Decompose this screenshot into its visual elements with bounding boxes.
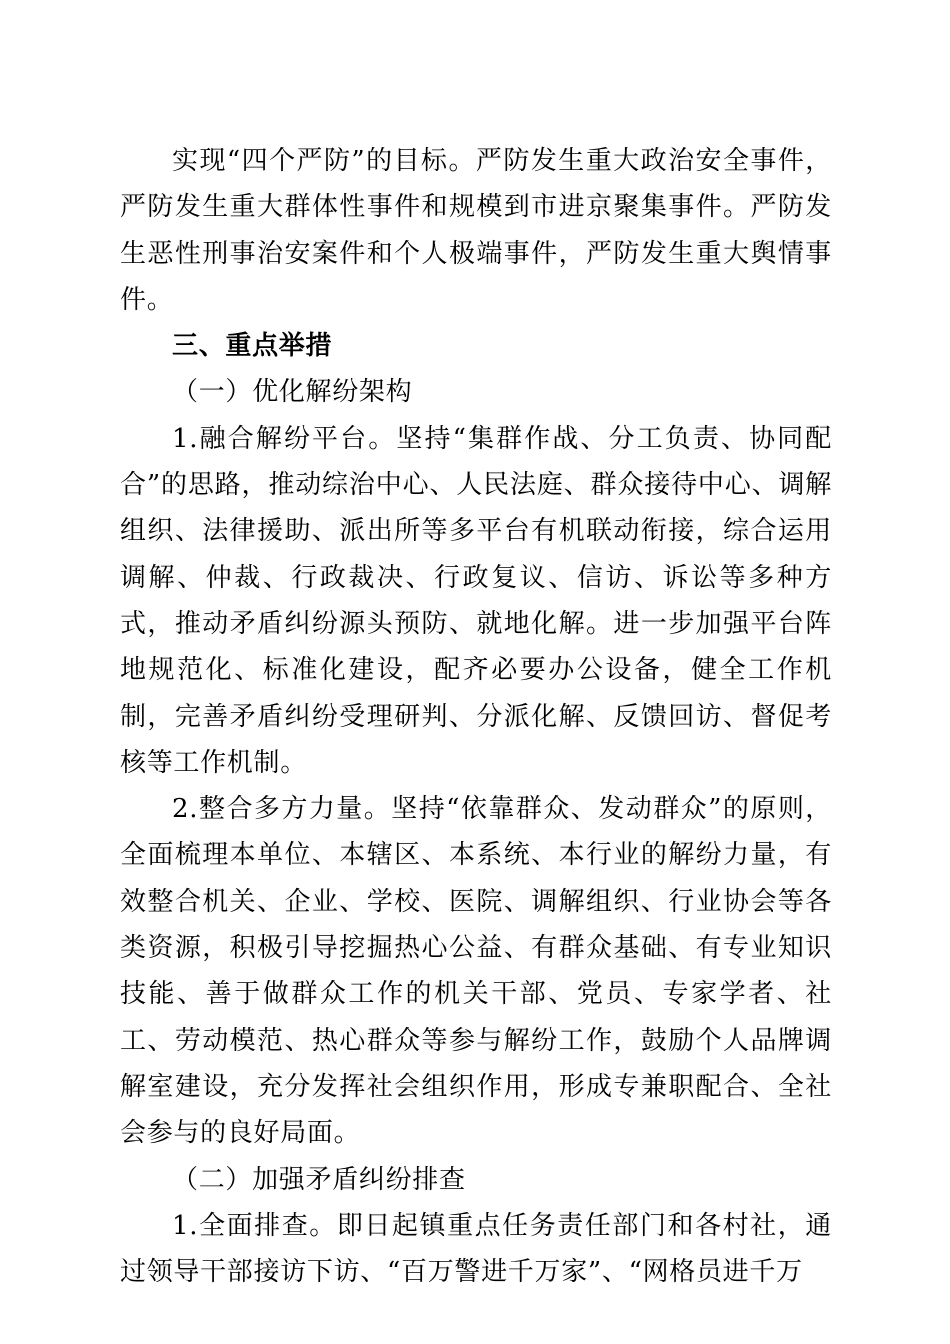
subsection-one-heading: （一）优化解纷架构: [172, 377, 413, 408]
paragraph-goal: 实现“四个严防”的目标。严防发生重大政治安全事件，严防发生重大群体性事件和规模到市进京聚集事件。严防发生恶性刑事治安案件和个人极端事件，严防发生重大舆情事件。: [120, 146, 832, 315]
document-body: [120, 138, 832, 1295]
section-three-heading: 三、重点举措: [172, 331, 333, 362]
paragraph-integrate-platform: 1.融合解纷平台。坚持“集群作战、分工负责、协同配合”的思路，推动综治中心、人民法庭、群众接待中心、调解组织、法律援助、派出所等多平台有机联动衔接，综合运用调解、仲裁、行政裁决、行政复议、信访、诉讼等多种方式，推动矛盾纠纷源头预防、就地化解。进一步加强平台阵地规范化、标准化建设，配齐必要办公设备，健全工作机制，完善矛盾纠纷受理研判、分派化解、反馈回访、督促考核等工作机制。: [120, 423, 832, 778]
paragraph-integrate-forces: 2.整合多方力量。坚持“依靠群众、发动群众”的原则，全面梳理本单位、本辖区、本系统、本行业的解纷力量，有效整合机关、企业、学校、医院、调解组织、行业协会等各类资源，积极引导挖掘热心公益、有群众基础、有专业知识技能、善于做群众工作的机关干部、党员、专家学者、社工、劳动模范、热心群众等参与解纷工作，鼓励个人品牌调解室建设，充分发挥社会组织作用，形成专兼职配合、全社会参与的良好局面。: [120, 794, 832, 1149]
subsection-two-heading: （二）加强矛盾纠纷排查: [172, 1164, 466, 1195]
paragraph-full-investigation: 1.全面排查。即日起镇重点任务责任部门和各村社，通过领导干部接访下访、“百万警进千万家”、“网格员进千万: [120, 1210, 832, 1288]
